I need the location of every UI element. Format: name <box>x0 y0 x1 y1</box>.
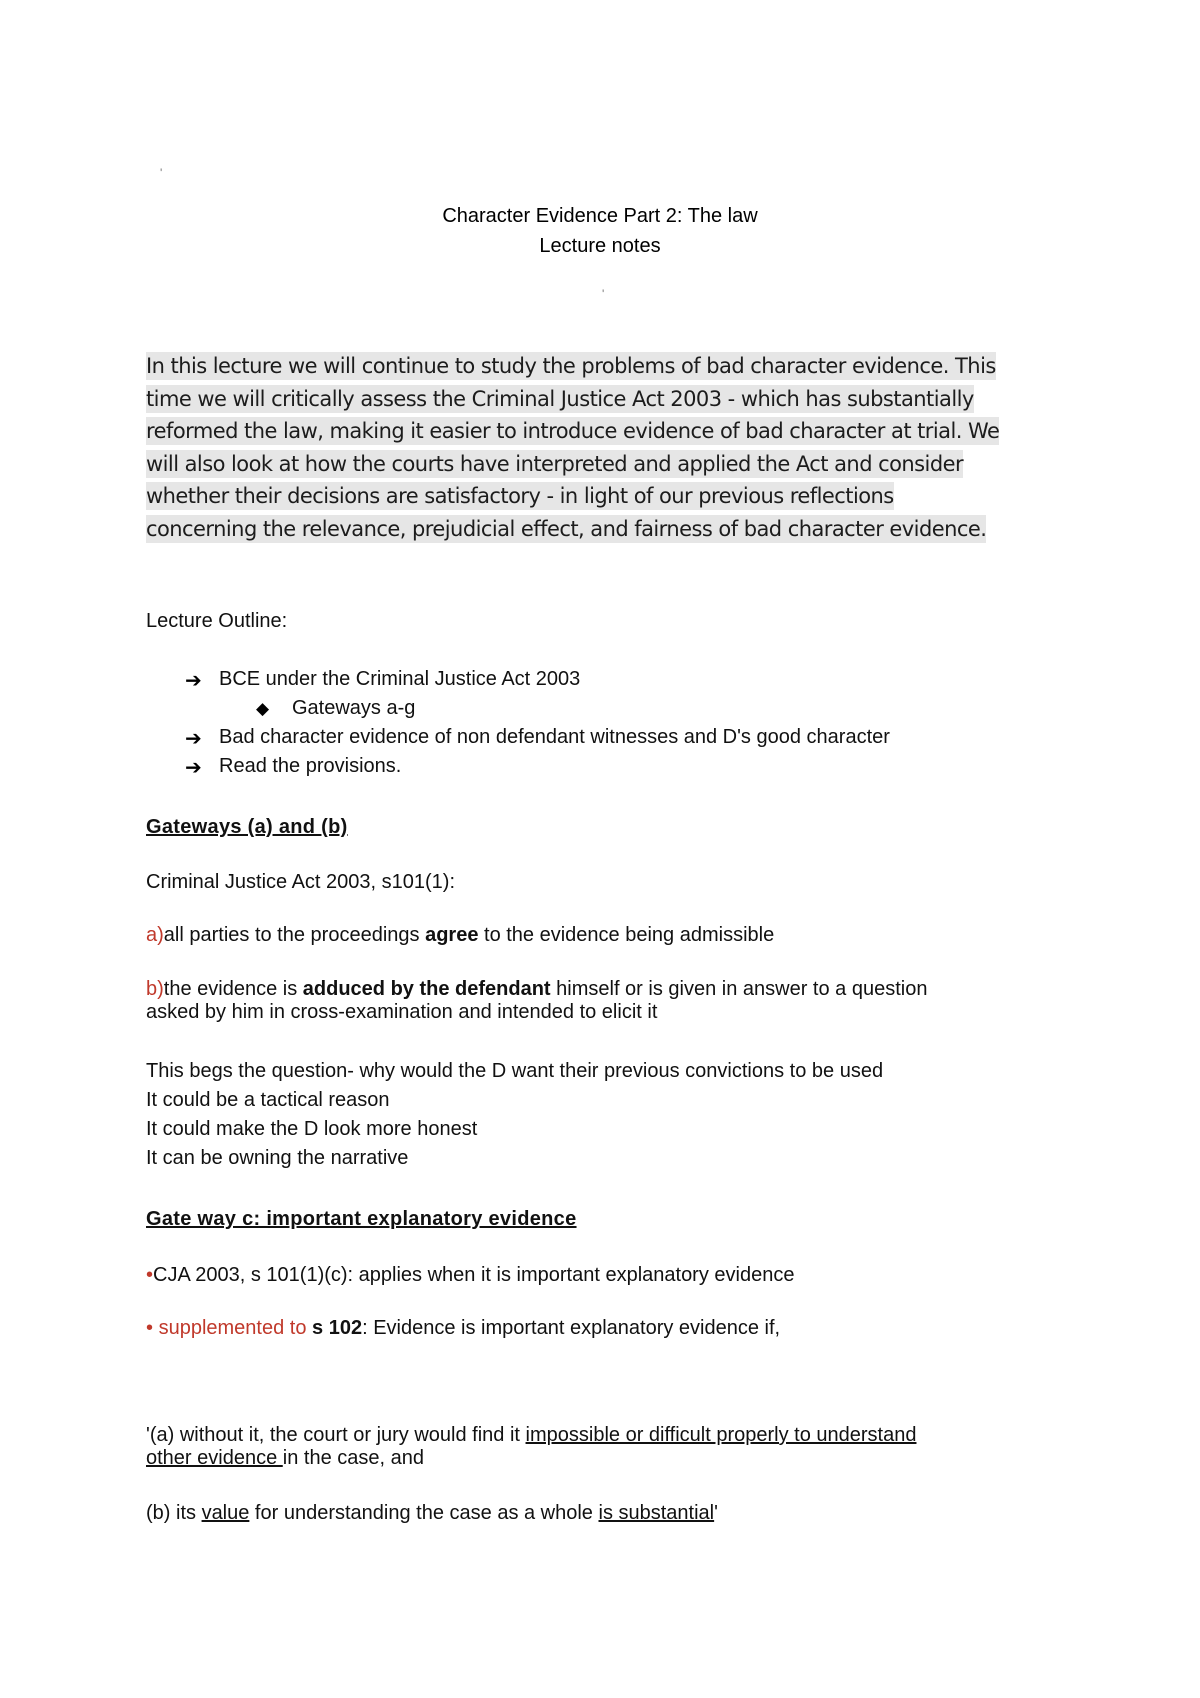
gateway-c-point-text: CJA 2003, s 101(1)(c): applies when it is important explanatory evidence <box>153 1264 795 1286</box>
outline-item: BCE under the Criminal Justice Act 2003 <box>219 668 581 690</box>
diamond-bullet-icon: ◆ <box>256 699 270 718</box>
statute-reference: Criminal Justice Act 2003, s101(1): <box>146 871 456 893</box>
reason-line: It could be a tactical reason <box>146 1089 390 1111</box>
page-subtitle: Lecture notes <box>539 235 661 257</box>
quote-a <box>146 1424 1046 1470</box>
page-title: Character Evidence Part 2: The law <box>442 205 758 227</box>
outline-item: Read the provisions. <box>219 755 402 777</box>
reason-line: It can be owning the narrative <box>146 1147 409 1169</box>
gateway-c-point-text: : Evidence is important explanatory evidence if, <box>362 1317 781 1339</box>
quote-underlined: impossible or difficult properly to understand <box>525 1424 917 1446</box>
outline-label: Lecture Outline: <box>146 610 288 632</box>
gateway-a-keyword: agree <box>425 924 479 946</box>
gateway-c-point-text: supplemented to <box>158 1317 313 1339</box>
section-heading-gateways-ab: Gateways (a) and (b) <box>146 816 348 838</box>
gateway-b-marker: b) <box>146 978 164 1000</box>
gateway-a-text: all parties to the proceedings <box>163 924 426 946</box>
intro-paragraph <box>146 350 1066 545</box>
outline-item: Bad character evidence of non defendant witnesses and D's good character <box>219 726 890 748</box>
intro-line: will also look at how the courts have interpreted and applied the Act and consider <box>146 451 964 476</box>
quote-text: '(a) without it, the court or jury would find it <box>146 1424 526 1446</box>
arrow-bullet-icon: ➔ <box>185 757 202 779</box>
intro-line: time we will critically assess the Criminal Justice Act 2003 - which has substantially <box>146 386 974 411</box>
intro-line: concerning the relevance, prejudicial effect, and fairness of bad character evidence. <box>146 516 987 541</box>
stray-mark: ' <box>160 166 163 180</box>
gateway-c-point <box>146 1264 794 1287</box>
gateway-a <box>146 924 774 947</box>
intro-line: In this lecture we will continue to study the problems of bad character evidence. This <box>146 354 996 378</box>
quote-text: in the case, and <box>282 1447 424 1469</box>
stray-mark: ' <box>602 287 605 301</box>
quote-underlined: value <box>201 1502 250 1524</box>
quote-text: for understanding the case as a whole <box>249 1502 599 1524</box>
quote-underlined: other evidence <box>146 1447 283 1469</box>
gateway-b-keyword: adduced by the defendant <box>302 978 551 1000</box>
quote-b <box>146 1502 718 1525</box>
gateway-c-point <box>146 1317 780 1340</box>
gateway-a-marker: a) <box>146 924 164 946</box>
arrow-bullet-icon: ➔ <box>185 670 202 692</box>
gateway-b-text: the evidence is <box>163 978 303 1000</box>
intro-line: reformed the law, making it easier to introduce evidence of bad character at trial. We <box>146 419 1000 443</box>
quote-text: ' <box>714 1502 718 1524</box>
gateway-a-text: to the evidence being admissible <box>478 924 775 946</box>
quote-underlined: is substantial <box>598 1502 715 1524</box>
bullet-icon: • <box>146 1264 154 1286</box>
intro-line: whether their decisions are satisfactory - in light of our previous reflections <box>146 484 894 508</box>
gateway-b-text: asked by him in cross-examination and intended to elicit it <box>146 1001 658 1023</box>
outline-subitem: Gateways a-g <box>292 697 416 719</box>
gateway-b <box>146 978 1046 1024</box>
bullet-icon: • <box>146 1317 154 1339</box>
arrow-bullet-icon: ➔ <box>185 728 202 750</box>
reason-line: It could make the D look more honest <box>146 1118 478 1140</box>
gateway-b-text: himself or is given in answer to a question <box>550 978 928 1000</box>
section-reference: s 102 <box>312 1317 363 1339</box>
section-heading-gateway-c: Gate way c: important explanatory evidence <box>146 1208 577 1230</box>
reason-line: This begs the question- why would the D want their previous convictions to be used <box>146 1060 884 1082</box>
quote-text: (b) its <box>146 1502 202 1524</box>
